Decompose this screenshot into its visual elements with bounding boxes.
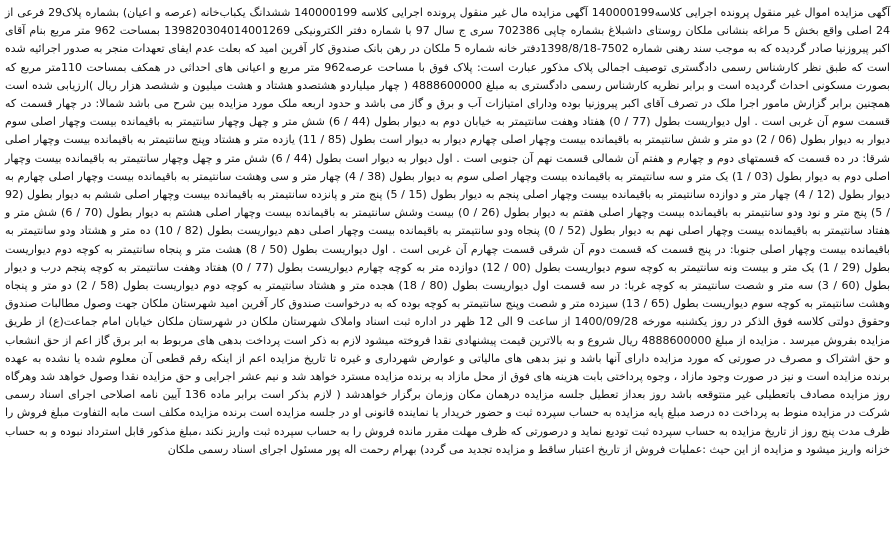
auction-notice-text: آگهی مزایده اموال غیر منقول پرونده اجرایی کلاسه140000199 آگهی مزایده مال غیر منقول پرونده اجرایی کلاسه 140000199 ششدانگ یکباب‌خانه (عرصه و اعیان) بشماره پلاک29 فرعی از 24 اصلی واقع بخش 5 مراغه بنشانی ملکان روستای داشبلاغ بشماره چاپی 702386 سری ج سال 97 با شماره دفتر الکترونیکی 139820304014001269 بمساحت 962 متر مربع بنام آقای اکبر پیروزنیا صادر گردیده که به موجب سند رهنی شماره 7502-1398/8/18دفتر خانه شماره 5 ملکان در رهن بانک صندوق کار آفرین امید که بعلت عدم ایفای تعهدات منجر به صدور اجرائیه شده است که طبق نظر کارشناس رسمی دادگستری توصیف اجمالی پلاک مذکور عبارت است: پلاک فوق با مساحت عرصه962 متر مربع و اعیانی های احداثی در همکف بمساحت 110متر مربع که بصورت مسکونی احداث گردیده است و برابر نظریه کارشناس رسمی دادگستری به مبلغ 4888600000 ( چهار میلیاردو هشتصدو هشتاد و هشت میلیون و ششصد هزار ریال )ارزیابی شده است همچنین برابر گزارش مامور اجرا ملک در تصرف آقای اکبر پیروزنیا بوده ودارای امتیازات آب و برق و گاز می باشد و حدود اربعه ملک مورد مزایده بین شرح می باشد شمالا: در چهار قسمت که قسمت سوم آن غربی است . اول دیواریست بطول (77 / 0) هفتاد وهفت سانتیمتر به خیابان دوم به دیوار بطول (44 / 6) شش متر و چهل وچهار سانتیمتر به باقیمانده بیست وچهار اصلی سوم دیوار به دیوار بطول (06 / 2) دو متر و شش سانتیمتر به باقیمانده بیست وچهار اصلی چهارم دیوار به دیوار است بطول (85 / 11) یازده متر و هشتاد وپنج سانتیمتر به باقیمانده بیست وچهار اصلی شرقا: در ده قسمت که قسمتهای دوم و چهارم و هفتم آن شمالی قسمت نهم آن جنوبی است . اول دیوار به دیوار است بطول (44 / 6) شش متر و چهل وچهار سانتیمتر به باقیمانده بیست وچهار اصلی دوم به دیوار بطول (03 / 1) یک متر و سه سانتیمتر به باقیمانده بیست وچهار اصلی سوم به دیوار بطول (38 / 4) چهار متر و سی وهشت سانتیمتر به باقیمانده بیست وچهار اصلی چهارم به دیوار بطول (12 / 4) چهار متر و دوازده سانتیمتر به باقیمانده بیست وچهار اصلی پنجم به دیوار بطول (15 / 5) پنج متر و پانزده سانتیمتر به باقیمانده بیست وچهار اصلی ششم به دیوار بطول (92 / 5) پنج متر و نود ودو سانتیمتر به باقیمانده بیست وچهار اصلی هفتم به دیوار بطول (26 / 0) بیست وشش سانتیمتر به باقیمانده بیست وچهار اصلی هشتم به دیوار بطول (70 / 6) شش متر و هفتاد سانتیمتر به باقیمانده بیست وچهار اصلی نهم به دیوار بطول (52 / 0) پنجاه ودو سانتیمتر به باقیمانده بیست وچهار اصلی دهم دیواریست بطول (82 / 10) ده متر و هشتاد ودو سانتیمتر به باقیمانده بیست وچهار اصلی جنوبا: در پنج قسمت که قسمت دوم آن شرقی قسمت چهارم آن غربی است . اول دیواریست بطول (50 / 8) هشت متر و پنجاه سانتیمتر به کوچه دوم دیواریست بطول (29 / 1) یک متر و بیست ونه سانتیمتر به کوچه سوم دیواریست بطول (00 / 12) دوازده متر به کوچه چهارم دیواریست بطول (77 / 0) هفتاد وهفت سانتیمتر به کوچه پنجم درب و دیوار بطول (60 / 3) سه متر و شصت سانتیمتر به کوچه غربا: در سه قسمت اول دیواریست بطول (80 / 18) هجده متر و هشتاد سانتیمتر به کوچه دوم دیواریست بطول (58 / 2) دو متر و پنجاه وهشت سانتیمتر به کوچه سوم دیواریست بطول (65 / 13) سیزده متر و شصت وپنج سانتیمتر به کوچه بوده که به درخواست صندوق کار آفرین امید شهرستان ملکان جهت وصول مطالبات صندوق وحقوق دولتی کلاسه فوق الذکر در روز یکشنبه مورخه 1400/09/28 از ساعت 9 الی 12 ظهر در اداره ثبت اسناد واملاک شهرستان ملکان در شهرستان ملکان خیابان امام جماعت(ع) از طریق مزایده بفروش میرسد . مزایده از مبلغ 4888600000 ریال شروع و به بالاترین قیمت پیشنهادی نقدا فروخته میشود لازم به ذکر است پرداخت بدهی های مربوط به ابر برق گاز اعم از حق انشعاب و حق اشتراک و مصرف در صورتی که مورد مزایده دارای آنها باشد و نیز بدهی های مالیاتی و عوارض شهرداری و غیره تا تاریخ مزایده اعم از اینکه رقم قطعی آن معلوم شده یا نشده به عهده برنده مزایده است و نیز در صورت وجود مازاد ، وجوه پرداختی بابت هزینه های فوق از محل مازاد به برنده مزایده مسترد خواهد شد و نیم عشر اجرایی و حق مزایده نقدا وصول خواهد شد وهرگاه روز مزایده مصادف باتعطیلی غیر منتوقعه باشد روز بعداز تعطیل جلسه مزایده درهمان مکان وزمان برگزار خواهدشد ( لازم بذکر است برابر ماده 136 آیین نامه اصلاحی اجرای اسناد رسمی شرکت در مزایده منوط به پرداخت ده درصد مبلغ پایه مزایده به حساب سپرده ثبت و حضور خریدار یا نماینده قانونی او در جلسه مزایده است برنده مزایده مکلف است مابه التفاوت مبلغ فروش را ظرف مدت پنج روز از تاریخ مزایده به حساب سپرده ثبت تودیع نماید و درصورتی که ظرف مهلت مقرر مانده فروش را به حساب سپرده ثبت واریز نکند ،مبلغ مذکور قابل استرداد نبوده و به حساب خزانه واریز میشود و مزایده از این حیث :عملیات فروش از تاریخ اعتبار ساقط و مزایده تجدید می گردد) بهرام رحمت اله پور مسئول اجرای اسناد رسمی ملکان — [5, 6, 891, 456]
